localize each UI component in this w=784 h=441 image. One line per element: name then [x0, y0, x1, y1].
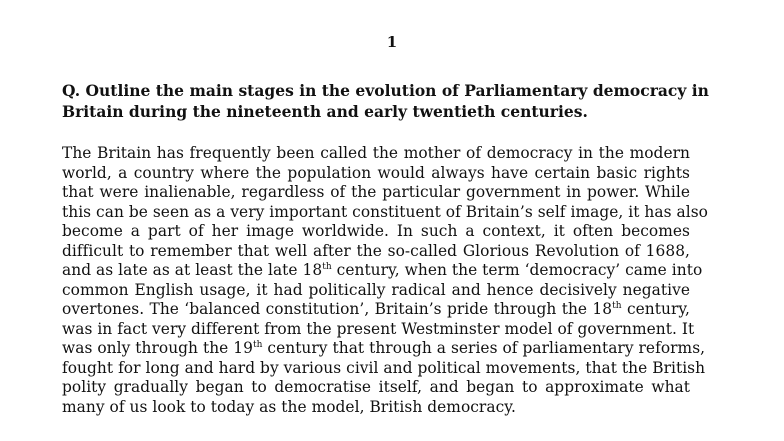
- essay-line-3: that were inalienable, regardless of the particular government in power. While: [62, 183, 690, 201]
- essay-line-11-part-2: century that through a series of parliamentary reforms,: [262, 339, 706, 357]
- essay-line-8: common English usage, it had politically radical and hence decisively negative: [62, 280, 690, 299]
- essay-paragraph: [62, 144, 708, 417]
- essay-line-14: many of us look to today as the model, British democracy.: [62, 397, 516, 416]
- essay-line-11-part-1: was only through the 19: [62, 339, 253, 357]
- essay-line-5: become a part of her image worldwide. In such a context, it often becomes: [62, 222, 690, 240]
- essay-line-9: [62, 300, 690, 320]
- essay-line-1: The Britain has frequently been called the mother of democracy in the modern: [62, 144, 690, 162]
- superscript-th: th: [322, 261, 332, 272]
- essay-line-13: polity gradually began to democratise itself, and began to approximate what: [62, 378, 690, 396]
- superscript-th: th: [252, 339, 263, 350]
- essay-line-10: was in fact very different from the present Westminster model of government. It: [62, 319, 695, 338]
- essay-line-6: difficult to remember that well after the so-called Glorious Revolution of 1688,: [62, 241, 690, 260]
- page-number: 1: [386, 33, 398, 51]
- superscript-th: th: [612, 300, 622, 311]
- essay-line-12: fought for long and hard by various civil and political movements, that the British: [62, 358, 706, 377]
- essay-line-9-part-1: overtones. The ‘balanced constitution’, Britain’s pride through the 18: [62, 300, 613, 318]
- essay-line-4: this can be seen as a very important constituent of Britain’s self image, it has also: [62, 202, 708, 221]
- essay-line-2: world, a country where the population would always have certain basic rights: [62, 163, 690, 182]
- question-heading: [62, 80, 709, 122]
- essay-line-9-part-2: century,: [621, 300, 690, 318]
- question-line-2: Britain during the nineteenth and early twentieth centuries.: [62, 102, 588, 121]
- essay-line-7-part-2: century, when the term ‘democracy’ came into: [331, 261, 703, 279]
- essay-line-7-part-1: and as late as at least the late 18: [62, 261, 323, 279]
- essay-line-7: [62, 261, 703, 281]
- question-line-1: Q. Outline the main stages in the evolution of Parliamentary democracy in: [62, 81, 709, 100]
- essay-line-11: [62, 339, 706, 359]
